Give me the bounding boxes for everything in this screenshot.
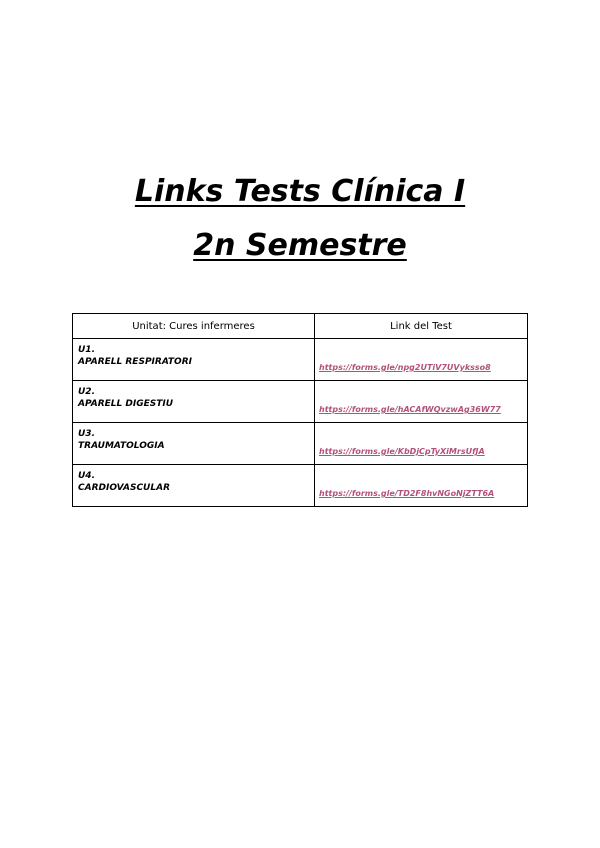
test-link-u4[interactable]: https://forms.gle/TD2F8hvNGoNjZTT6A — [319, 489, 495, 498]
unit-number: U1. — [78, 345, 95, 355]
link-cell — [315, 339, 528, 381]
title-line-1: Links Tests Clínica I — [134, 174, 466, 209]
test-link-u1[interactable]: https://forms.gle/npg2UTiV7UVyksso8 — [319, 363, 491, 372]
table-row — [73, 423, 528, 465]
test-link-u2[interactable]: https://forms.gle/hACAfWQvzwAg36W77 — [319, 405, 501, 414]
unit-number: U3. — [78, 429, 95, 439]
unit-cell — [73, 465, 315, 507]
unit-cell — [73, 381, 315, 423]
tests-table — [72, 313, 528, 507]
header-link: Link del Test — [315, 314, 528, 339]
link-cell — [315, 465, 528, 507]
table-header-row — [73, 314, 528, 339]
link-cell — [315, 381, 528, 423]
unit-name: APARELL DIGESTIU — [78, 399, 174, 409]
unit-cell — [73, 339, 315, 381]
unit-name: CARDIOVASCULAR — [78, 483, 170, 493]
unit-cell — [73, 423, 315, 465]
unit-name: TRAUMATOLOGIA — [78, 441, 165, 451]
link-cell — [315, 423, 528, 465]
table-row — [73, 339, 528, 381]
table-row — [73, 465, 528, 507]
test-link-u3[interactable]: https://forms.gle/KbDjCpTyXiMrsUfJA — [319, 447, 485, 456]
table-row — [73, 381, 528, 423]
document-title — [0, 165, 600, 273]
unit-number: U4. — [78, 471, 95, 481]
header-unit: Unitat: Cures infermeres — [73, 314, 315, 339]
unit-name: APARELL RESPIRATORI — [78, 357, 192, 367]
unit-number: U2. — [78, 387, 95, 397]
title-line-2: 2n Semestre — [193, 228, 407, 263]
